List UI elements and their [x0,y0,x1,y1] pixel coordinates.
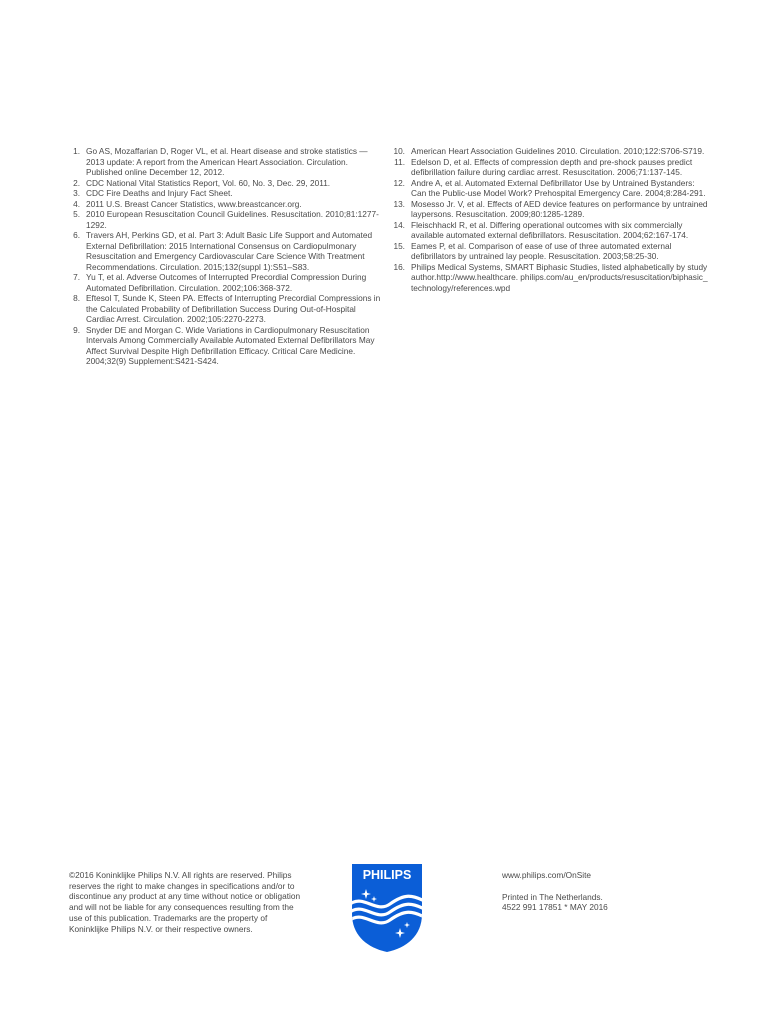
reference-item: 3. CDC Fire Deaths and Injury Fact Sheet. [73,188,233,198]
reference-item: 8. Eftesol T, Sunde K, Steen PA. Effects of Interrupting Precordial Compressions in the Calculated Probability of Defibrillation Success During Out-of-Hospital Cardiac Arrest. Circulation. 2002;105:2270-2273. [73,293,381,324]
reference-item: 14. Fleischhackl R, et al. Differing operational outcomes with six commercially available automated external defibrillators. Resuscitation. 2004;62:167-174. [393,219,689,240]
logo-wordmark: PHILIPS [362,868,412,882]
references-right-column [392,146,712,293]
copyright-notice: ©2016 Koninklijke Philips N.V. All rights are reserved. Philips reserves the right to make changes in specifications and/or to discontinue any product at any time without notice or obligation and will not be liable for any consequences resulting from the use of this publication. Trademarks are the property of Koninklijke Philips N.V. or their respective owners. [69,870,301,934]
reference-item: 2. CDC National Vital Statistics Report, Vol. 60, No. 3, Dec. 29, 2011. [73,177,331,188]
document-code: 4522 991 17851 * MAY 2016 [502,902,608,913]
reference-item: 6. Travers AH, Perkins GD, et al. Part 3: Adult Basic Life Support and Automated External Defibrillation: 2015 International Consensus on Cardiopulmonary Resuscitation and Emergency Cardiovascular Care Science With Treatment Recommendations. Circulation. 2015;132(suppl 1):S51–S83. [73,230,373,272]
reference-item: 1. Go AS, Mozaffarian D, Roger VL, et al. Heart disease and stroke statistics — 2013 update: A report from the American Heart Association. Circulation. Published online December 12, 2012. [73,146,368,177]
reference-item: 15. Eames P, et al. Comparison of ease of use of three automated external defibrillators by untrained lay people. Resuscitation. 2003;58:25-30. [393,240,672,261]
reference-item: 7. Yu T, et al. Adverse Outcomes of Interrupted Precordial Compression During Automated Defibrillation. Circulation. 2002;106:368-372. [73,272,367,293]
website-link[interactable]: www.philips.com/OnSite [502,870,591,880]
reference-item: 16. Philips Medical Systems, SMART Biphasic Studies, listed alphabetically by study author.http://www.healthcare. philips.com/au_en/products/resuscitation/biphasic_ technology/references.wpd [393,261,708,293]
philips-shield-logo [350,862,424,954]
reference-item: 4. 2011 U.S. Breast Cancer Statistics, www.breastcancer.org. [73,198,302,209]
reference-item: 9. Snyder DE and Morgan C. Wide Variations in Cardiopulmonary Resuscitation Intervals Among Commercially Available Automated External Defibrillators May Affect Survival Despite High Defibrillation Efficacy. Critical Care Medicine. 2004;32(9) Supplement:S421-S424. [73,324,375,366]
reference-item: 12. Andre A, et al. Automated External Defibrillator Use by Untrained Bystanders: Can the Public-use Model Work? Prehospital Emergency Care. 2004;8:284-291. [393,177,706,198]
reference-item: 10. American Heart Association Guidelines 2010. Circulation. 2010;122:S706-S719. [393,146,705,156]
reference-item: 5. 2010 European Resuscitation Council Guidelines. Resuscitation. 2010;81:1277-1292. [73,209,379,230]
footer-info [502,870,702,913]
print-location: Printed in The Netherlands. [502,891,603,902]
references-left-column [68,146,386,367]
reference-item: 11. Edelson D, et al. Effects of compression depth and pre-shock pauses predict defibrillation failure during cardiac arrest. Resuscitation. 2006;71:137-145. [394,156,693,177]
reference-item: 13. Mosesso Jr. V, et al. Effects of AED device features on performance by untrained laypersons. Resuscitation. 2009;80:1285-1289. [393,198,708,219]
